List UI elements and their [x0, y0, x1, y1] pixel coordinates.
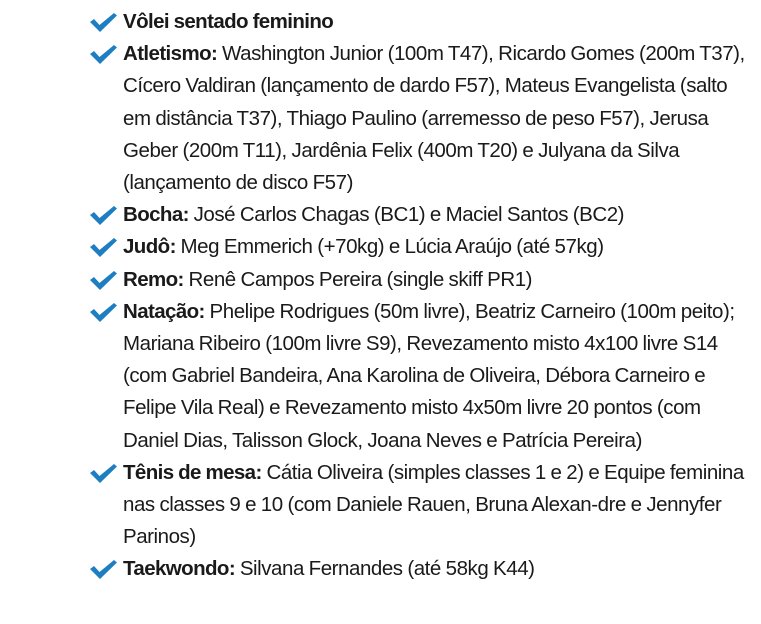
checkmark-icon — [88, 43, 118, 65]
list-item-judo — [0, 231, 761, 263]
list-item-tenis-de-mesa — [0, 457, 761, 554]
list-item-atletismo — [0, 38, 761, 199]
item-text: Silvana Fernandes (até 58kg K44) — [235, 557, 535, 581]
checkmark-icon — [88, 204, 118, 226]
checkmark-icon — [88, 558, 118, 580]
item-label: Taekwondo: — [123, 557, 236, 581]
checkmark-icon — [88, 301, 118, 323]
list-item-natacao — [0, 296, 761, 457]
item-label: Tênis de mesa: — [123, 460, 262, 484]
list-item-volei — [0, 6, 761, 38]
achievements-list — [0, 6, 761, 586]
item-text: Renê Campos Pereira (single skiff PR1) — [183, 267, 533, 291]
list-item-bocha — [0, 199, 761, 231]
item-label: Remo: — [123, 267, 184, 291]
item-text: Washington Junior (100m T47), Ricardo Gomes (200m T37), Cícero Valdiran (lançamento de dardo F57), Mateus Evangelista (salto em distância T37), Thiago Paulino (arremesso de peso F57), Jerusa Geber (200m T11), Jardênia Felix (400m T20) e Julyana da Silva (lançamento de disco F57) — [123, 42, 745, 195]
list-item-taekwondo — [0, 553, 761, 585]
item-label: Natação: — [123, 299, 205, 323]
list-item-remo — [0, 264, 761, 296]
checkmark-icon — [88, 462, 118, 484]
item-label: Bocha: — [123, 203, 189, 227]
checkmark-icon — [88, 236, 118, 258]
item-text: Meg Emmerich (+70kg) e Lúcia Araújo (até 57kg) — [175, 235, 604, 259]
item-text: Phelipe Rodrigues (50m livre), Beatriz Carneiro (100m peito); Mariana Ribeiro (100m livre S9), Revezamento misto 4x100 livre S14 (com Gabriel Bandeira, Ana Karolina de Oliveira, Débora Carneiro e Felipe Vila Real) e Revezamento misto 4x50m livre 20 pontos (com Daniel Dias, Talisson Glock, Joana Neves e Patrícia Pereira) — [123, 299, 735, 452]
item-label: Judô: — [123, 235, 176, 259]
item-text: José Carlos Chagas (BC1) e Maciel Santos (BC2) — [188, 203, 625, 227]
checkmark-icon — [88, 269, 118, 291]
item-label: Vôlei sentado feminino — [123, 10, 334, 33]
item-label: Atletismo: — [123, 42, 218, 66]
checkmark-icon — [88, 11, 118, 33]
item-text: Cátia Oliveira (simples classes 1 e 2) e Equipe feminina nas classes 9 e 10 (com Daniele Rauen, Bruna Alexan-dre e Jennyfer Parinos) — [123, 460, 744, 549]
